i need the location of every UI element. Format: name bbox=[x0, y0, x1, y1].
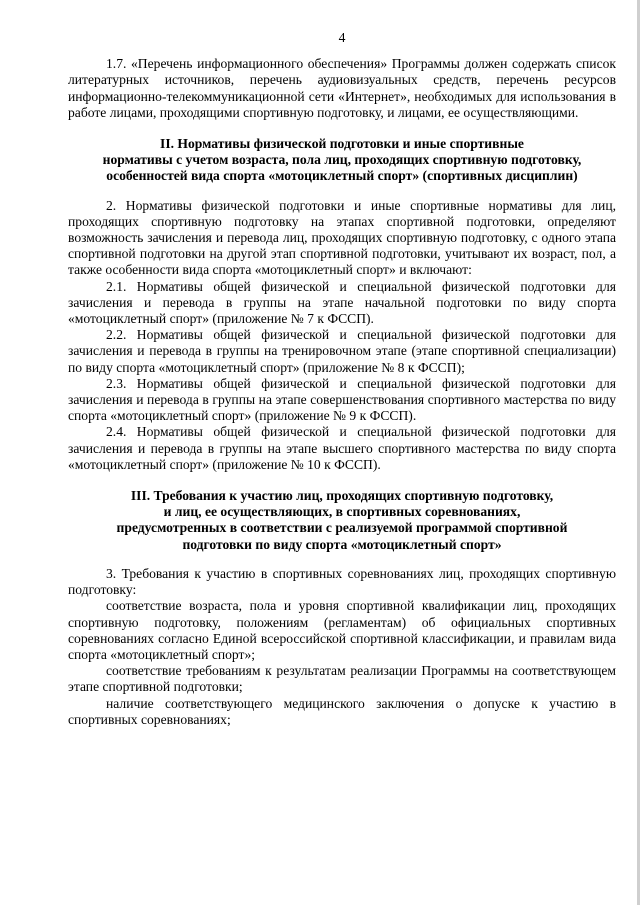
section-2-heading bbox=[68, 136, 616, 185]
paragraph-1-7: 1.7. «Перечень информационного обеспечения» Программы должен содержать список литературных источников, перечень аудиовизуальных средств, перечень ресурсов информационно-телекоммуникационной сети «Интернет», необходимых для использования в работе лицами, проходящими спортивную подготовку, и лицами, ее осуществляющими. bbox=[68, 56, 616, 120]
section-3-heading-line: предусмотренных в соответствии с реализуемой программой спортивной bbox=[116, 520, 568, 536]
paragraph-3-requirement: соответствие требованиям к результатам реализации Программы на соответствующем этапе спортивной подготовки; bbox=[68, 663, 616, 695]
paragraph-3-requirement: соответствие возраста, пола и уровня спортивной квалификации лиц, проходящих спортивную подготовку, положениям (регламентам) об официальных спортивных соревнованиях согласно Единой всероссийской спортивной классификации, и правилам вида спорта «мотоциклетный спорт»; bbox=[68, 598, 616, 662]
paragraph-2: 2. Нормативы физической подготовки и иные спортивные нормативы для лиц, проходящих спортивную подготовку на этапах спортивной подготовки, определяют возможность зачисления и перевода лиц, проходящих спортивную подготовку, с одного этапа спортивной подготовки на другой этап спортивной подготовки, учитывают их возраст, пол, а также особенности вида спорта «мотоциклетный спорт» и включают: bbox=[68, 197, 616, 278]
paragraph-2-1: 2.1. Нормативы общей физической и специальной физической подготовки для зачисления и перевода в группы на этапе начальной подготовки по виду спорта «мотоциклетный спорт» (приложение № 7 к ФССП). bbox=[68, 278, 616, 327]
section-2-heading-line: II. Нормативы физической подготовки и иные спортивные bbox=[160, 136, 524, 152]
paragraph-3: 3. Требования к участию в спортивных соревнованиях лиц, проходящих спортивную подготовку: bbox=[68, 565, 616, 598]
section-3-heading-line: III. Требования к участию лиц, проходящих спортивную подготовку, bbox=[130, 488, 554, 504]
paragraph-2-4: 2.4. Нормативы общей физической и специальной физической подготовки для зачисления и перевода в группы на этапе высшего спортивного мастерства по виду спорта «мотоциклетный спорт» (приложение № 10 к ФССП). bbox=[68, 424, 616, 472]
paragraph-2-2: 2.2. Нормативы общей физической и специальной физической подготовки для зачисления и перевода в группы на тренировочном этапе (этапе спортивной специализации) по виду спорта «мотоциклетный спорт» (приложение № 8 к ФССП); bbox=[68, 327, 616, 375]
section-3-heading-line: подготовки по виду спорта «мотоциклетный спорт» bbox=[182, 536, 502, 552]
section-3-heading bbox=[68, 488, 616, 553]
paragraph-3-requirement: наличие соответствующего медицинского заключения о допуске к участию в спортивных соревнованиях; bbox=[68, 695, 616, 727]
page-number: 4 bbox=[338, 30, 346, 45]
section-3-heading-line: и лиц, ее осуществляющих, в спортивных соревнованиях, bbox=[163, 504, 521, 520]
section-2-heading-line: особенностей вида спорта «мотоциклетный спорт» (спортивных дисциплин) bbox=[106, 168, 578, 184]
paragraph-2-3: 2.3. Нормативы общей физической и специальной физической подготовки для зачисления и перевода в группы на этапе совершенствования спортивного мастерства по виду спорта «мотоциклетный спорт» (приложение № 9 к ФССП). bbox=[68, 375, 616, 424]
section-2-heading-line: нормативы с учетом возраста, пола лиц, проходящих спортивную подготовку, bbox=[102, 152, 582, 168]
